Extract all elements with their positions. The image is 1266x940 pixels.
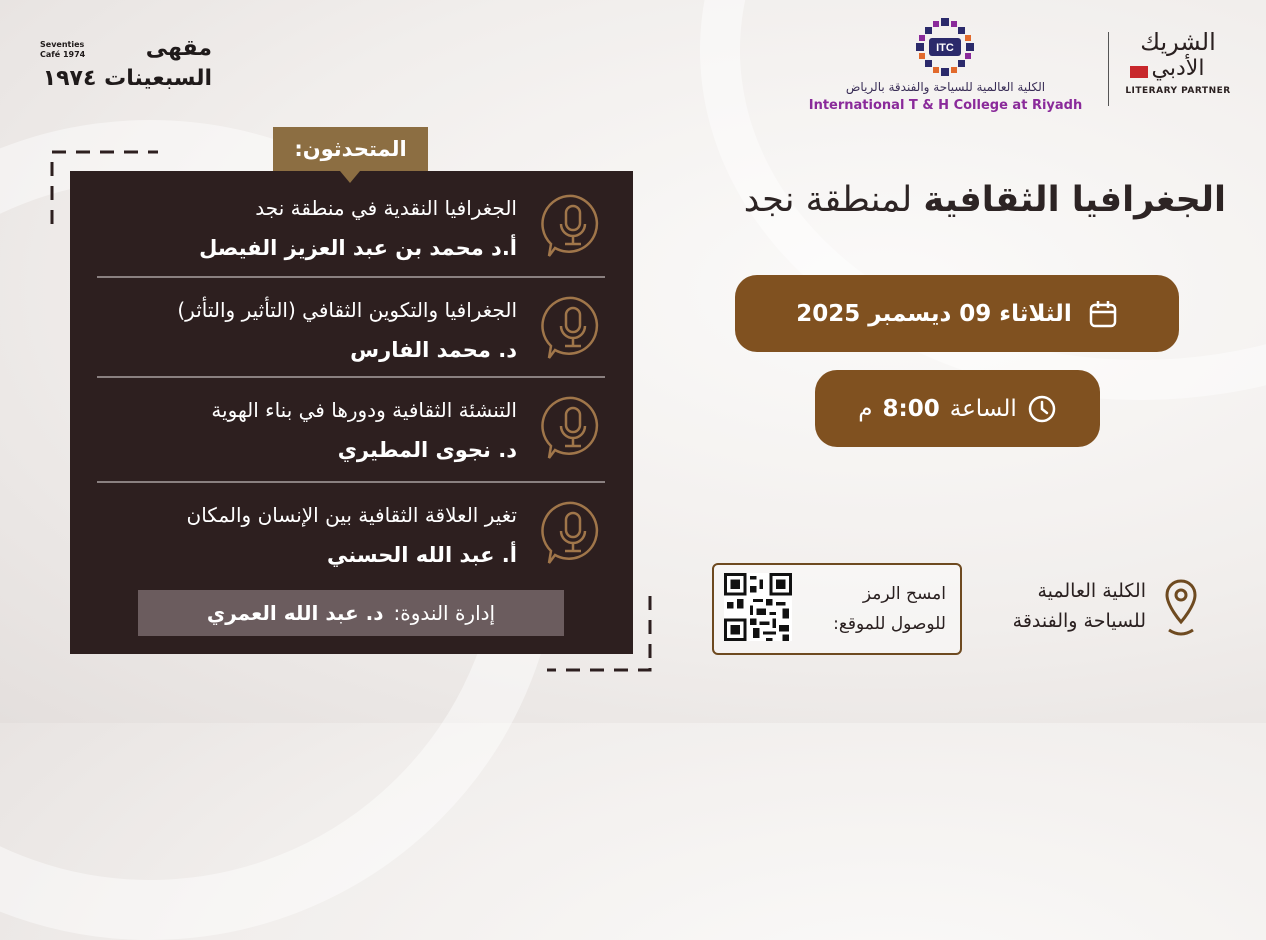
speaker-topic: الجغرافيا والتكوين الثقافي (التأثير والتأثر): [177, 298, 517, 322]
speaker-topic: الجغرافيا النقدية في منطقة نجد: [255, 196, 517, 220]
location-text: [1013, 576, 1146, 636]
location: [972, 574, 1212, 644]
cafe-logo-ar-1: مقهى: [145, 36, 212, 61]
cafe-logo-en: [40, 40, 85, 60]
moderator-label: إدارة الندوة:: [393, 601, 496, 625]
moderator-bar: [138, 590, 564, 636]
location-line1: الكلية العالمية: [1037, 580, 1146, 602]
row-divider: [97, 376, 605, 378]
literary-partner-line1: الشريك: [1140, 28, 1216, 56]
location-pin-icon: [1164, 578, 1198, 638]
college-logo-mark-text: ITC: [936, 42, 954, 54]
college-logo: [808, 18, 1083, 118]
microphone-icon: [541, 392, 605, 464]
qr-box: [712, 563, 962, 655]
time-pill: [815, 370, 1100, 447]
time-label: الساعة: [949, 395, 1017, 422]
microphone-icon: [541, 497, 605, 569]
speaker-name: د. نجوى المطيري: [337, 438, 517, 462]
calendar-icon: [1088, 299, 1118, 329]
college-logo-mark-icon: [916, 18, 974, 76]
microphone-icon: [541, 292, 605, 364]
event-title: [626, 180, 1226, 220]
qr-text: [833, 579, 946, 639]
speaker-name: د. محمد الفارس: [350, 338, 517, 362]
microphone-icon: [541, 190, 605, 262]
date-pill: [735, 275, 1179, 352]
qr-text-line1: امسح الرمز: [862, 584, 946, 604]
speakers-header: المتحدثون:: [273, 127, 428, 171]
time-suffix: م: [858, 395, 873, 422]
event-title-rest: لمنطقة نجد: [743, 180, 913, 220]
literary-partner-logo: [1118, 28, 1238, 112]
cafe-logo-en-1: Seventies: [40, 40, 85, 49]
cafe-logo-ar-2: السبعينات ١٩٧٤: [42, 66, 212, 91]
speaker-row: [97, 485, 605, 585]
literary-partner-en: LITERARY PARTNER: [1125, 86, 1231, 96]
time-value: 8:00: [882, 395, 940, 422]
event-date: الثلاثاء 09 ديسمبر 2025: [796, 300, 1072, 327]
speaker-row: [97, 178, 605, 278]
row-divider: [97, 276, 605, 278]
clock-icon: [1027, 394, 1057, 424]
row-divider: [97, 481, 605, 483]
event-title-bold: الجغرافيا الثقافية: [923, 180, 1226, 220]
logo-divider: [1108, 32, 1109, 106]
speaker-row: [97, 380, 605, 480]
college-logo-en: International T & H College at Riyadh: [808, 98, 1083, 113]
college-logo-ar: الكلية العالمية للسياحة والفندقة بالرياض: [845, 80, 1046, 94]
location-line2: للسياحة والفندقة: [1012, 610, 1146, 632]
speaker-name: أ.د محمد بن عبد العزيز الفيصل: [199, 236, 517, 260]
cafe-logo-en-2: Café 1974: [40, 50, 86, 59]
book-icon: [1130, 66, 1148, 78]
qr-code-icon[interactable]: [724, 573, 792, 641]
speaker-topic: تغير العلاقة الثقافية بين الإنسان والمكان: [186, 503, 517, 527]
speaker-row: [97, 280, 605, 380]
qr-text-line2: للوصول للموقع:: [833, 614, 946, 634]
speaker-topic: التنشئة الثقافية ودورها في بناء الهوية: [211, 398, 517, 422]
literary-partner-line2: الأدبي: [1151, 56, 1205, 81]
cafe-logo: [36, 34, 216, 104]
speaker-name: أ. عبد الله الحسني: [327, 543, 517, 567]
moderator-name: د. عبد الله العمري: [206, 601, 384, 625]
